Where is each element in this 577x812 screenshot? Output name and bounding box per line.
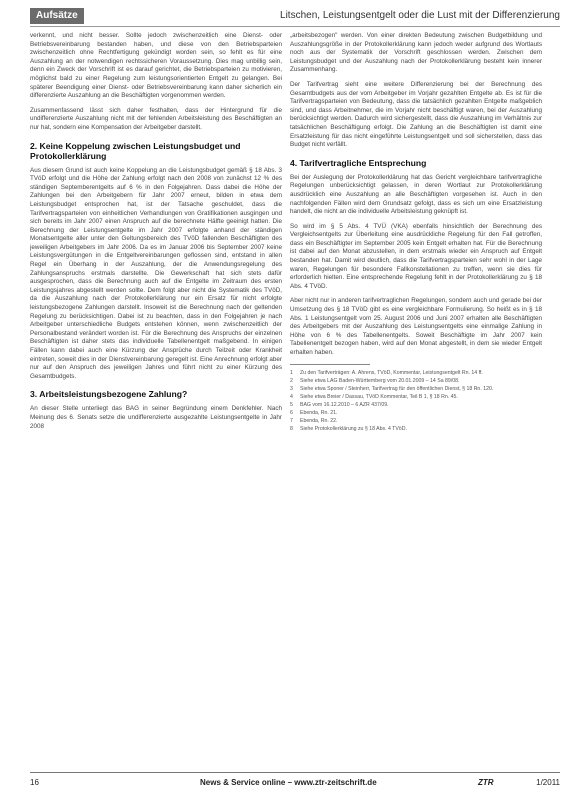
section-heading: 4. Tarifvertragliche Entsprechung <box>290 157 427 168</box>
footer-rule <box>30 772 560 773</box>
paragraph: verkennt, und nicht besser. Sollte jedoch zwischenzeitlich eine Dienst- oder Betriebsvereinbarung bestanden haben, und diese von den Betriebsparteien zwischenzeitlich ohne Rechtfertigung gekündigt worden sein, so fehlt es für eine Auszahlung an der notwendigen rechtssicheren Voraussetzung. Dies mag unbillig sein, denn ein Zweck der Vorschrift ist es darauf gerichtet, die Betriebsparteien zu motivieren, möglichst bald zu einer Regelung zum leistungsorientierten Entgelt zu gelangen. Bei späterer Beendigung einer Dienst- oder Betriebsvereinbarung kann daher sicherlich ein differenzierte Auszahlung an die Beschäftigten vorgenommen werden. <box>30 32 282 100</box>
footnote-text: Siehe etwa Breier / Dassau, TVöD Kommentar, Teil B 1, § 18 Rn. 45. <box>300 393 458 400</box>
footer-website: News & Service online – www.ztr-zeitschrift.de <box>200 778 377 787</box>
section-heading: 2. Keine Koppelung zwischen Leistungsbudget und Protokollerklärung <box>30 140 241 161</box>
left-column <box>30 32 282 766</box>
footnote <box>290 425 542 433</box>
footnote <box>290 393 542 401</box>
footnotes <box>290 369 542 433</box>
footnote-number: 1 <box>290 369 293 376</box>
paragraph: Aus diesem Grund ist auch keine Koppelung an die Leistungsbudget gemäß § 18 Abs. 3 TVöD erfolgt und die Höhe der Zahlung erfolgt nach den 2008 von zunächst 12 % des ständigen Septemberentgelts auf 6 % in den Folgejahren. Dass dabei die Höhe der Zahlungen bei den Arbeitgebern für Jahr 2007 erneut, bilden in etwa dem Leistungsbudget entsprochen hat, ist der Tatsache geschuldet, dass die Tarifvertragsparteien von einheitlichen Verhandlungen von Gratifikationen ausgingen und sich bereits im Jahr 2007 einen Anspruch auf die berechnete Hälfte geeinigt hatten. Die Berechnung der Leistungsentgelte im Jahr 2007 erfolgte anhand der ständigen Monatsentgelte aller unter den Geltungsbereich des TVöD fallenden Beschäftigten des jeweiligen Arbeitgebers im Jahr 2006. Da es im Januar 2006 bis September 2007 keine Leistungsvergütungen in die Entgeltvereinbarungen geflossen sind, entstand in allen Regel ein Überhang in der Auszahlung, der die Anwendungsregelung des Zahlungsanspruchs erstmals darstellte. Die Gewerkschaft hat sich stets dafür ausgesprochen, dass die Berechnung auch auf die Entgelte im Zeitraum des ersten Leistungsjahres abgestellt werden sollte. Dem folgt aber nicht die Systematik des TVöD, da die Auszahlung nach der Protokollerklärung nur ein Ersatz für nicht erfolgte leistungsbezogene Zahlungen darstellt. Insoweit ist die Berechnung nach der geltenden Regelung zu berücksichtigen. Dabei ist zu beachten, dass in den Folgejahren je nach Arbeitgeber unterschiedliche Budgets entstehen können, wenn zwischenzeitlich der Personalbestand verändert worden ist. Für die Berechnung des Anspruchs der einzelnen Beschäftigten ist daher stets das individuelle Tabellenentgelt maßgebend. In einigen Fällen kann dabei auch eine Kürzung der Ansprüche durch Teilzeit oder Krankheit eintreten, soweit dies in der Dienstvereinbarung geregelt ist. Eine Anrechnung erfolgt aber nur auf den Anspruch des jeweiligen Jahres und führt nicht zu einer Kürzung des Gesamtbudgets. <box>30 166 282 380</box>
paragraph: Bei der Auslegung der Protokollerklärung hat das Gericht vergleichbare tarifvertragliche Regelungen unberücksichtigt gelassen, in deren Wortlaut zur Protokollerklärung ausdrücklich eine Auszahlung an alle Beschäftigten vorgesehen ist. Auch in den nachfolgenden Fällen wird dem Grundsatz gefolgt, dass es sich um eine Ersatzleistung handelt, die nicht an die individuelle Arbeitsleistung geknüpft ist. <box>290 173 542 216</box>
footnote <box>290 409 542 417</box>
footnote-rule <box>290 364 370 365</box>
header-rule <box>30 26 560 27</box>
page-footer <box>30 776 560 790</box>
footnote-text: Ebenda, Rn. 22. <box>300 417 338 424</box>
paragraph: Der Tarifvertrag sieht eine weitere Differenzierung bei der Berechnung des Gesamtbudgets aus der vom Arbeitgeber im Vorjahr gezahlten Entgelte ab. Es ist für die Tarifvertragsparteien von Bedeutung, dass die tatsächlich gezahlten Entgelte maßgeblich sind, und dass Arbeitnehmer, die im Vorjahr nicht beschäftigt waren, bei der Auszahlung berücksichtigt werden. Dadurch wird sichergestellt, dass die Auszahlung im Verhältnis zur tatsächlichen Beschäftigung erfolgt. Die Zahlung an die Beschäftigten ist damit eine Ersatzleistung für das nicht eingeführte Leistungsentgelt und soll sicherstellen, dass das Budget nicht verfällt. <box>290 80 542 149</box>
footnote <box>290 417 542 425</box>
issue-number: 1/2011 <box>536 778 560 787</box>
section-heading: 3. Arbeitsleistungsbezogene Zahlung? <box>30 389 188 400</box>
footnote-number: 5 <box>290 401 293 408</box>
footnote <box>290 385 542 393</box>
right-column <box>290 32 542 766</box>
paragraph: Aber nicht nur in anderen tarifvertraglichen Regelungen, sondern auch und gerade bei der Umsetzung des § 18 TVöD gibt es eine vergleichbare Formulierung. So heißt es in § 18 Abs. 1 Leistungsentgelt vom 25. August 2006 und Juni 2007 erhalten alle Beschäftigten des Arbeitgebers mit der Auszahlung des Leistungsentgelts eine einmalige Zahlung in Höhe von 6 % des Tabellenentgelts. Soweit Beschäftigte im Jahr 2007 kein Tabellenentgelt bezogen haben, wird auf den Monat abgestellt, in dem sie wieder Entgelt erhalten haben. <box>290 297 542 356</box>
footnote <box>290 401 542 409</box>
paragraph: „arbeitsbezogen" werden. Von einer direkten Bedeutung zwischen Budgetbildung und Auszahlungsgröße in der Protokollerklärung kann jedoch weder aufgrund des Wortlauts noch aus der Systematik der Vorschrift geschlossen werden. Zwischen dem Leistungsbudget und der Auszahlung nach der Protokollerklärung besteht kein innerer Zusammenhang. <box>290 32 542 74</box>
footnote-number: 4 <box>290 393 293 400</box>
section-tag: Aufsätze <box>30 8 84 24</box>
footnote <box>290 369 542 377</box>
footnote-text: Ebenda, Rn. 21. <box>300 409 338 416</box>
footnote-number: 7 <box>290 417 293 424</box>
journal-logo: ZTR <box>478 778 494 787</box>
footnote-number: 8 <box>290 425 293 432</box>
footnote-text: BAG vom 16.12.2010 – 6 AZR 437/09. <box>300 401 389 408</box>
footnote-text: Zu den Tarifverträgen: A. Ahrens, TVöD, Kommentar, Leistungsentgelt Rn. 14 ff. <box>300 369 483 376</box>
page-number: 16 <box>30 778 39 787</box>
page-header <box>30 6 560 26</box>
footnote-number: 6 <box>290 409 293 416</box>
footnote-number: 3 <box>290 385 293 392</box>
footnote-text: Siehe etwa LAG Baden-Württemberg vom 20.01.2009 – 14 Sa 89/08. <box>300 377 460 384</box>
footnote <box>290 377 542 385</box>
footnote-text: Siehe Protokollerklärung zu § 18 Abs. 4 TVöD. <box>300 425 407 432</box>
footnote-text: Siehe etwa Sponer / Steinherr, Tarifvertrag für den öffentlichen Dienst, § 18 Rn. 120. <box>300 385 494 392</box>
footnote-number: 2 <box>290 377 293 384</box>
running-title: Litschen, Leistungsentgelt oder die Lust mit der Differenzierung <box>280 10 560 21</box>
paragraph: Zusammenfassend lässt sich daher festhalten, dass der Hintergrund für die undifferenzierte Auszahlung nicht mit der fehlenden Arbeitsleistung des Beschäftigten an nur hat, sondern eine Kompensation der Arbeitgeber darstellt. <box>30 106 282 131</box>
paragraph: So wird im § 5 Abs. 4 TVÜ (VKA) ebenfalls hinsichtlich der Berechnung des Vergleichsentgelts zur Überleitung eine ausdrückliche Regelung für den Fall getroffen, dass ein Beschäftigter im September 2005 kein Entgelt erhalten hat. Für die Berechnung ist dabei auf den Monat abzustellen, in dem erstmals wieder ein Anspruch auf Entgelt bestanden hat. Damit wird deutlich, dass die Tarifvertragsparteien sehr wohl in der Lage waren, Regelungen für besondere Fallkonstellationen zu treffen, wenn sie dies für erforderlich hielten. Eine entsprechende Regelung fehlt in der Protokollerklärung zu § 18 Abs. 4 TVöD. <box>290 222 542 290</box>
paragraph: An dieser Stelle unterliegt das BAG in seiner Begründung einem Denkfehler. Nach Meinung des 6. Senats setze die undifferenzierte ausgezahlte Leistungsentgelte in Jahr 2008 <box>30 405 282 430</box>
